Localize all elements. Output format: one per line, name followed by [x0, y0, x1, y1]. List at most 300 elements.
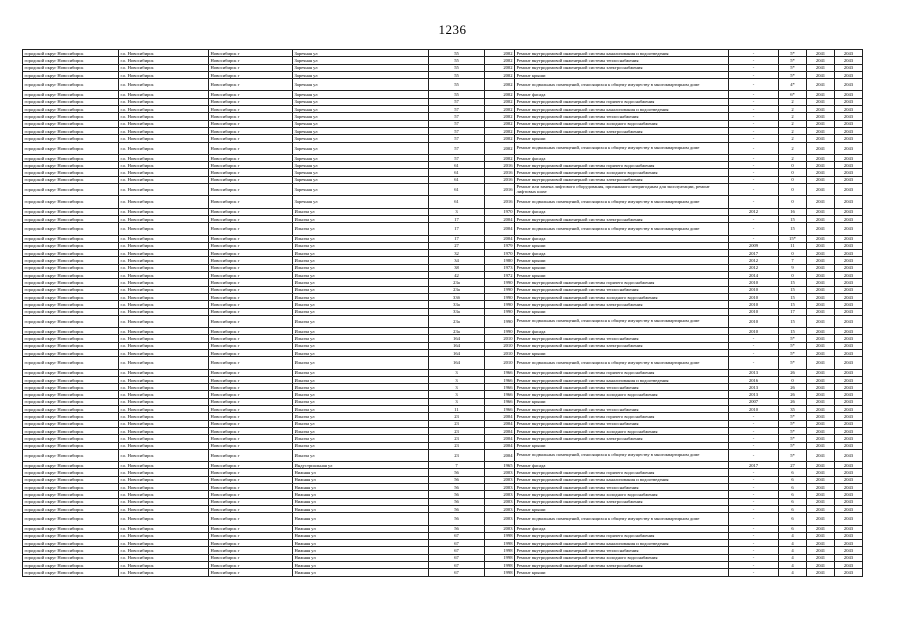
- cell-last-repair-year: -: [729, 79, 779, 91]
- cell-last-repair-year: -: [729, 491, 779, 498]
- cell-district: городской округ Новосибирск: [23, 349, 119, 356]
- table-row: [23, 162, 863, 169]
- cell-house: 33а: [429, 308, 485, 315]
- table-row: [23, 106, 863, 113]
- cell-value: 27: [779, 462, 807, 469]
- cell-street: Ильича ул: [293, 235, 429, 242]
- cell-plan-start: 2041: [807, 513, 835, 525]
- cell-city: Новосибирск г: [209, 562, 293, 569]
- cell-street: Нижняя ул: [293, 525, 429, 532]
- cell-city: Новосибирск г: [209, 127, 293, 134]
- cell-street: Ильича ул: [293, 349, 429, 356]
- cell-plan-end: 2043: [835, 391, 863, 398]
- cell-district: городской округ Новосибирск: [23, 71, 119, 78]
- cell-city: Новосибирск г: [209, 476, 293, 483]
- table-row: [23, 357, 863, 369]
- cell-house: 57: [429, 127, 485, 134]
- cell-house: 55: [429, 64, 485, 71]
- cell-build-year: 2003: [485, 513, 515, 525]
- cell-value: 15: [779, 328, 807, 335]
- cell-district: городской округ Новосибирск: [23, 154, 119, 161]
- cell-municipality: г.о. Новосибирск: [119, 208, 209, 215]
- table-row: [23, 308, 863, 315]
- cell-build-year: 1998: [485, 547, 515, 554]
- cell-municipality: г.о. Новосибирск: [119, 242, 209, 249]
- cell-value: 4: [779, 562, 807, 569]
- cell-build-year: 1990: [485, 328, 515, 335]
- cell-plan-start: 2041: [807, 349, 835, 356]
- cell-city: Новосибирск г: [209, 540, 293, 547]
- cell-last-repair-year: -: [729, 513, 779, 525]
- cell-district: городской округ Новосибирск: [23, 64, 119, 71]
- cell-street: Ильича ул: [293, 208, 429, 215]
- table-row: [23, 427, 863, 434]
- cell-district: городской округ Новосибирск: [23, 184, 119, 196]
- cell-last-repair-year: 2012: [729, 208, 779, 215]
- cell-municipality: г.о. Новосибирск: [119, 184, 209, 196]
- cell-house: 3: [429, 208, 485, 215]
- cell-value: 26: [779, 384, 807, 391]
- cell-district: городской округ Новосибирск: [23, 79, 119, 91]
- cell-build-year: 2002: [485, 71, 515, 78]
- cell-street: Заречная ул: [293, 71, 429, 78]
- cell-value: 6: [779, 484, 807, 491]
- cell-street: Ильича ул: [293, 357, 429, 369]
- cell-municipality: г.о. Новосибирск: [119, 420, 209, 427]
- cell-value: 16: [779, 208, 807, 215]
- cell-plan-end: 2043: [835, 301, 863, 308]
- cell-street: Ильича ул: [293, 308, 429, 315]
- table-row: [23, 113, 863, 120]
- table-row: [23, 442, 863, 449]
- cell-house: 61: [429, 196, 485, 208]
- cell-plan-start: 2041: [807, 462, 835, 469]
- cell-city: Новосибирск г: [209, 279, 293, 286]
- cell-municipality: г.о. Новосибирск: [119, 308, 209, 315]
- cell-last-repair-year: 2007: [729, 398, 779, 405]
- cell-city: Новосибирск г: [209, 106, 293, 113]
- cell-work-type: Ремонт подвальных помещений, относящихся к общему имуществу в многоквартирном доме: [515, 315, 729, 327]
- cell-plan-start: 2041: [807, 242, 835, 249]
- cell-build-year: 1990: [485, 308, 515, 315]
- cell-municipality: г.о. Новосибирск: [119, 498, 209, 505]
- cell-build-year: 2004: [485, 427, 515, 434]
- cell-build-year: 1998: [485, 569, 515, 576]
- cell-municipality: г.о. Новосибирск: [119, 342, 209, 349]
- cell-city: Новосибирск г: [209, 71, 293, 78]
- cell-street: Нижняя ул: [293, 540, 429, 547]
- cell-value: 2: [779, 154, 807, 161]
- cell-plan-end: 2043: [835, 369, 863, 376]
- table-row: [23, 513, 863, 525]
- cell-house: 67: [429, 554, 485, 561]
- cell-municipality: г.о. Новосибирск: [119, 120, 209, 127]
- cell-house: 42: [429, 272, 485, 279]
- cell-plan-start: 2041: [807, 196, 835, 208]
- cell-district: городской округ Новосибирск: [23, 435, 119, 442]
- cell-house: 17: [429, 223, 485, 235]
- table-row: [23, 184, 863, 196]
- table-row: [23, 342, 863, 349]
- cell-value: 0: [779, 272, 807, 279]
- cell-work-type: Ремонт внутридомовой инженерной системы теплоснабжения: [515, 113, 729, 120]
- table-row: [23, 154, 863, 161]
- cell-value: 0: [779, 176, 807, 183]
- cell-district: городской округ Новосибирск: [23, 250, 119, 257]
- cell-plan-end: 2043: [835, 120, 863, 127]
- cell-city: Новосибирск г: [209, 91, 293, 98]
- cell-district: городской округ Новосибирск: [23, 540, 119, 547]
- cell-work-type: Ремонт внутридомовой инженерной системы горячего водоснабжения: [515, 413, 729, 420]
- cell-last-repair-year: -: [729, 64, 779, 71]
- cell-work-type: Ремонт внутридомовой инженерной системы канализования и водоотведения: [515, 50, 729, 57]
- cell-plan-start: 2041: [807, 357, 835, 369]
- cell-municipality: г.о. Новосибирск: [119, 257, 209, 264]
- cell-city: Новосибирск г: [209, 113, 293, 120]
- cell-last-repair-year: 2013: [729, 391, 779, 398]
- cell-build-year: 2010: [485, 342, 515, 349]
- cell-work-type: Ремонт внутридомовой инженерной системы холодного водоснабжения: [515, 391, 729, 398]
- cell-municipality: г.о. Новосибирск: [119, 135, 209, 142]
- cell-work-type: Ремонт фасада: [515, 462, 729, 469]
- cell-district: городской округ Новосибирск: [23, 554, 119, 561]
- cell-city: Новосибирск г: [209, 513, 293, 525]
- cell-municipality: г.о. Новосибирск: [119, 491, 209, 498]
- cell-plan-start: 2041: [807, 328, 835, 335]
- cell-plan-start: 2041: [807, 98, 835, 105]
- cell-district: городской округ Новосибирск: [23, 223, 119, 235]
- cell-build-year: 1965: [485, 462, 515, 469]
- cell-district: городской округ Новосибирск: [23, 484, 119, 491]
- cell-district: городской округ Новосибирск: [23, 272, 119, 279]
- cell-plan-end: 2043: [835, 540, 863, 547]
- cell-last-repair-year: -: [729, 113, 779, 120]
- cell-district: городской округ Новосибирск: [23, 135, 119, 142]
- cell-last-repair-year: -: [729, 142, 779, 154]
- cell-last-repair-year: -: [729, 476, 779, 483]
- cell-value: 4: [779, 532, 807, 539]
- cell-value: 2: [779, 106, 807, 113]
- cell-municipality: г.о. Новосибирск: [119, 79, 209, 91]
- cell-plan-start: 2041: [807, 162, 835, 169]
- cell-plan-end: 2043: [835, 98, 863, 105]
- cell-municipality: г.о. Новосибирск: [119, 71, 209, 78]
- cell-municipality: г.о. Новосибирск: [119, 391, 209, 398]
- cell-street: Ильича ул: [293, 427, 429, 434]
- cell-municipality: г.о. Новосибирск: [119, 64, 209, 71]
- cell-house: 3: [429, 398, 485, 405]
- page-number: 1236: [438, 22, 467, 37]
- cell-district: городской округ Новосибирск: [23, 369, 119, 376]
- cell-city: Новосибирск г: [209, 154, 293, 161]
- cell-house: 23: [429, 442, 485, 449]
- cell-last-repair-year: 2010: [729, 293, 779, 300]
- cell-plan-end: 2043: [835, 376, 863, 383]
- cell-city: Новосибирск г: [209, 491, 293, 498]
- cell-house: 56: [429, 476, 485, 483]
- cell-work-type: Ремонт внутридомовой инженерной системы электроснабжения: [515, 562, 729, 569]
- cell-work-type: Ремонт внутридомовой инженерной системы теплоснабжения: [515, 384, 729, 391]
- cell-last-repair-year: -: [729, 235, 779, 242]
- cell-plan-end: 2043: [835, 127, 863, 134]
- cell-work-type: Ремонт крыши: [515, 242, 729, 249]
- cell-municipality: г.о. Новосибирск: [119, 50, 209, 57]
- cell-work-type: Ремонт крыши: [515, 71, 729, 78]
- cell-last-repair-year: 2017: [729, 250, 779, 257]
- cell-build-year: 1966: [485, 376, 515, 383]
- cell-plan-start: 2041: [807, 420, 835, 427]
- cell-last-repair-year: 2012: [729, 257, 779, 264]
- cell-value: 15: [779, 215, 807, 222]
- cell-value: 15: [779, 223, 807, 235]
- cell-house: 57: [429, 135, 485, 142]
- table-row: [23, 127, 863, 134]
- cell-value: 15*: [779, 235, 807, 242]
- cell-street: Нижняя ул: [293, 505, 429, 512]
- cell-plan-start: 2041: [807, 435, 835, 442]
- cell-build-year: 2010: [485, 335, 515, 342]
- cell-street: Нижняя ул: [293, 547, 429, 554]
- cell-plan-end: 2043: [835, 113, 863, 120]
- table-row: [23, 532, 863, 539]
- cell-build-year: 2002: [485, 91, 515, 98]
- cell-work-type: Ремонт внутридомовой инженерной системы теплоснабжения: [515, 335, 729, 342]
- cell-plan-end: 2043: [835, 279, 863, 286]
- cell-district: городской округ Новосибирск: [23, 279, 119, 286]
- table-row: [23, 554, 863, 561]
- cell-district: городской округ Новосибирск: [23, 315, 119, 327]
- cell-plan-end: 2043: [835, 420, 863, 427]
- cell-municipality: г.о. Новосибирск: [119, 315, 209, 327]
- cell-build-year: 2004: [485, 442, 515, 449]
- cell-municipality: г.о. Новосибирск: [119, 525, 209, 532]
- cell-district: городской округ Новосибирск: [23, 547, 119, 554]
- cell-build-year: 1998: [485, 554, 515, 561]
- cell-municipality: г.о. Новосибирск: [119, 162, 209, 169]
- cell-work-type: Ремонт крыши: [515, 349, 729, 356]
- table-row: [23, 57, 863, 64]
- table-row: [23, 376, 863, 383]
- cell-plan-end: 2043: [835, 406, 863, 413]
- cell-street: Заречная ул: [293, 57, 429, 64]
- cell-value: 2: [779, 120, 807, 127]
- cell-work-type: Ремонт внутридомовой инженерной системы канализования и водоотведения: [515, 106, 729, 113]
- table-row: [23, 391, 863, 398]
- cell-street: Ильича ул: [293, 398, 429, 405]
- cell-plan-end: 2043: [835, 328, 863, 335]
- cell-house: 56: [429, 525, 485, 532]
- cell-municipality: г.о. Новосибирск: [119, 376, 209, 383]
- cell-district: городской округ Новосибирск: [23, 525, 119, 532]
- cell-municipality: г.о. Новосибирск: [119, 328, 209, 335]
- cell-municipality: г.о. Новосибирск: [119, 384, 209, 391]
- cell-district: городской округ Новосибирск: [23, 449, 119, 461]
- cell-work-type: Ремонт внутридомовой инженерной системы электроснабжения: [515, 176, 729, 183]
- cell-city: Новосибирск г: [209, 223, 293, 235]
- cell-last-repair-year: -: [729, 169, 779, 176]
- cell-city: Новосибирск г: [209, 376, 293, 383]
- cell-district: городской округ Новосибирск: [23, 476, 119, 483]
- cell-plan-start: 2041: [807, 342, 835, 349]
- cell-street: Ильича ул: [293, 369, 429, 376]
- cell-municipality: г.о. Новосибирск: [119, 264, 209, 271]
- cell-work-type: Ремонт внутридомовой инженерной системы канализования и водоотведения: [515, 540, 729, 547]
- cell-build-year: 1998: [485, 532, 515, 539]
- cell-district: городской округ Новосибирск: [23, 427, 119, 434]
- cell-district: городской округ Новосибирск: [23, 462, 119, 469]
- cell-work-type: Ремонт внутридомовой инженерной системы холодного водоснабжения: [515, 169, 729, 176]
- table-row: [23, 242, 863, 249]
- cell-value: 6: [779, 513, 807, 525]
- cell-street: Заречная ул: [293, 196, 429, 208]
- cell-house: 57: [429, 106, 485, 113]
- cell-plan-start: 2041: [807, 369, 835, 376]
- cell-city: Новосибирск г: [209, 406, 293, 413]
- cell-last-repair-year: 2010: [729, 279, 779, 286]
- cell-city: Новосибирск г: [209, 264, 293, 271]
- cell-city: Новосибирск г: [209, 162, 293, 169]
- cell-last-repair-year: -: [729, 135, 779, 142]
- cell-municipality: г.о. Новосибирск: [119, 476, 209, 483]
- table-row: [23, 540, 863, 547]
- cell-district: городской округ Новосибирск: [23, 357, 119, 369]
- cell-plan-start: 2041: [807, 554, 835, 561]
- cell-value: 5*: [779, 349, 807, 356]
- cell-street: Ильича ул: [293, 242, 429, 249]
- cell-work-type: Ремонт фасада: [515, 328, 729, 335]
- cell-build-year: 2003: [485, 476, 515, 483]
- table-row: [23, 91, 863, 98]
- cell-street: Заречная ул: [293, 127, 429, 134]
- cell-street: Заречная ул: [293, 142, 429, 154]
- cell-street: Ильича ул: [293, 435, 429, 442]
- cell-plan-end: 2043: [835, 57, 863, 64]
- cell-last-repair-year: -: [729, 91, 779, 98]
- cell-house: 67: [429, 569, 485, 576]
- cell-house: 7: [429, 462, 485, 469]
- cell-plan-end: 2043: [835, 491, 863, 498]
- cell-city: Новосибирск г: [209, 384, 293, 391]
- cell-house: 23а: [429, 286, 485, 293]
- cell-value: 0: [779, 184, 807, 196]
- cell-street: Нижняя ул: [293, 469, 429, 476]
- cell-city: Новосибирск г: [209, 420, 293, 427]
- cell-plan-start: 2041: [807, 525, 835, 532]
- cell-work-type: Ремонт фасада: [515, 235, 729, 242]
- cell-city: Новосибирск г: [209, 498, 293, 505]
- cell-city: Новосибирск г: [209, 184, 293, 196]
- table-row: [23, 462, 863, 469]
- cell-house: 23а: [429, 279, 485, 286]
- cell-last-repair-year: -: [729, 484, 779, 491]
- cell-last-repair-year: -: [729, 71, 779, 78]
- cell-last-repair-year: -: [729, 57, 779, 64]
- cell-build-year: 1998: [485, 540, 515, 547]
- cell-plan-start: 2041: [807, 449, 835, 461]
- cell-plan-start: 2041: [807, 91, 835, 98]
- cell-build-year: 1970: [485, 250, 515, 257]
- cell-city: Новосибирск г: [209, 435, 293, 442]
- cell-value: 26: [779, 398, 807, 405]
- cell-district: городской округ Новосибирск: [23, 532, 119, 539]
- cell-district: городской округ Новосибирск: [23, 513, 119, 525]
- cell-work-type: Ремонт внутридомовой инженерной системы электроснабжения: [515, 342, 729, 349]
- table-row: [23, 196, 863, 208]
- cell-city: Новосибирск г: [209, 50, 293, 57]
- cell-plan-end: 2043: [835, 64, 863, 71]
- cell-district: городской округ Новосибирск: [23, 384, 119, 391]
- cell-work-type: Ремонт фасада: [515, 91, 729, 98]
- cell-street: Ильича ул: [293, 376, 429, 383]
- cell-last-repair-year: 2010: [729, 406, 779, 413]
- cell-district: городской округ Новосибирск: [23, 98, 119, 105]
- cell-work-type: Ремонт подвальных помещений, относящихся к общему имуществу в многоквартирном доме: [515, 79, 729, 91]
- cell-street: Нижняя ул: [293, 554, 429, 561]
- cell-value: 26: [779, 391, 807, 398]
- cell-street: Ильича ул: [293, 264, 429, 271]
- cell-street: Нижняя ул: [293, 562, 429, 569]
- cell-street: Нижняя ул: [293, 532, 429, 539]
- cell-plan-end: 2043: [835, 235, 863, 242]
- cell-build-year: 2016: [485, 196, 515, 208]
- cell-street: Ильича ул: [293, 223, 429, 235]
- cell-build-year: 2016: [485, 162, 515, 169]
- cell-work-type: Ремонт подвальных помещений, относящихся к общему имуществу в многоквартирном доме: [515, 357, 729, 369]
- cell-district: городской округ Новосибирск: [23, 142, 119, 154]
- cell-district: городской округ Новосибирск: [23, 169, 119, 176]
- cell-work-type: Ремонт внутридомовой инженерной системы теплоснабжения: [515, 420, 729, 427]
- cell-last-repair-year: -: [729, 505, 779, 512]
- cell-street: Ильича ул: [293, 293, 429, 300]
- cell-street: Ильича ул: [293, 279, 429, 286]
- cell-street: Заречная ул: [293, 106, 429, 113]
- cell-district: городской округ Новосибирск: [23, 264, 119, 271]
- table-row: [23, 420, 863, 427]
- cell-street: Нижняя ул: [293, 498, 429, 505]
- cell-district: городской округ Новосибирск: [23, 257, 119, 264]
- cell-street: Нижняя ул: [293, 484, 429, 491]
- cell-work-type: Ремонт внутридомовой инженерной системы электроснабжения: [515, 215, 729, 222]
- cell-municipality: г.о. Новосибирск: [119, 279, 209, 286]
- cell-house: 3: [429, 376, 485, 383]
- cell-municipality: г.о. Новосибирск: [119, 335, 209, 342]
- cell-city: Новосибирск г: [209, 532, 293, 539]
- cell-plan-start: 2041: [807, 176, 835, 183]
- cell-municipality: г.о. Новосибирск: [119, 462, 209, 469]
- cell-last-repair-year: -: [729, 413, 779, 420]
- cell-plan-end: 2043: [835, 442, 863, 449]
- cell-last-repair-year: -: [729, 427, 779, 434]
- cell-value: 4: [779, 547, 807, 554]
- table-row: [23, 491, 863, 498]
- cell-plan-start: 2041: [807, 398, 835, 405]
- cell-value: 2: [779, 127, 807, 134]
- cell-municipality: г.о. Новосибирск: [119, 442, 209, 449]
- cell-district: городской округ Новосибирск: [23, 469, 119, 476]
- cell-city: Новосибирск г: [209, 272, 293, 279]
- cell-house: 57: [429, 98, 485, 105]
- cell-district: городской округ Новосибирск: [23, 120, 119, 127]
- cell-street: Заречная ул: [293, 154, 429, 161]
- cell-value: 0: [779, 376, 807, 383]
- cell-house: 57: [429, 120, 485, 127]
- table-row: [23, 335, 863, 342]
- cell-plan-start: 2041: [807, 293, 835, 300]
- cell-last-repair-year: -: [729, 127, 779, 134]
- cell-work-type: Ремонт крыши: [515, 257, 729, 264]
- cell-city: Новосибирск г: [209, 525, 293, 532]
- cell-last-repair-year: -: [729, 547, 779, 554]
